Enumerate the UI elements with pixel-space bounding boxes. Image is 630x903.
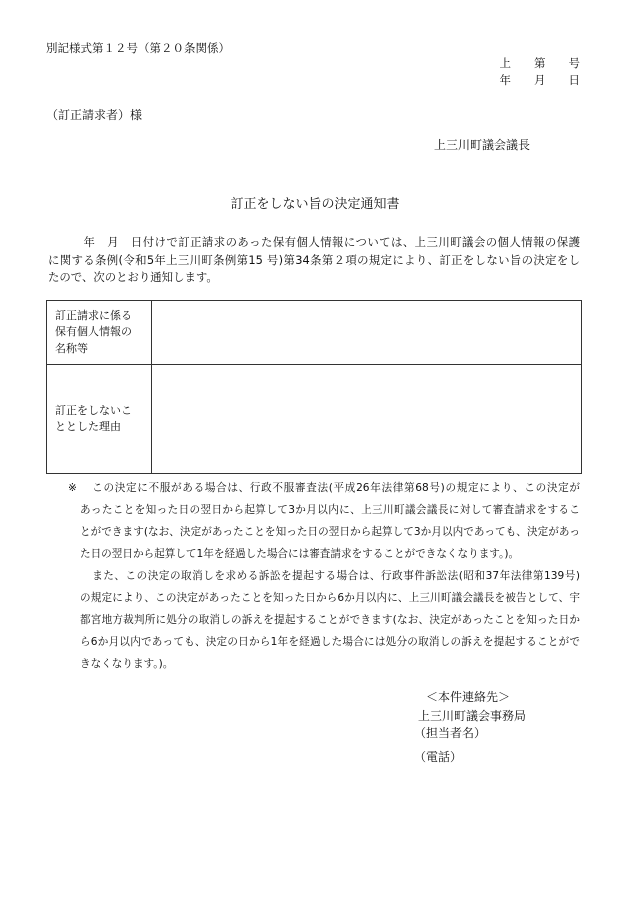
table-label-cell xyxy=(47,301,152,365)
sender: 上三川町議会議長 xyxy=(433,138,530,152)
reference-number: 上 第 号 xyxy=(499,56,580,70)
addressee: （訂正請求者）様 xyxy=(46,108,143,122)
note-line: た日の翌日から起算して1年を経過した場合には審査請求をすることができなくなります。)。 xyxy=(80,548,520,560)
table-row xyxy=(47,301,582,365)
body-line: に関する条例(令和5年上三川町条例第15 号)第34条第２項の規定により、訂正をしない旨の決定をし xyxy=(48,252,580,267)
note-line: また、この決定の取消しを求める訴訟を提起する場合は、行政事件訴訟法(昭和37年法律第139号) xyxy=(92,570,580,582)
contact-person: （担当者名） xyxy=(414,726,487,740)
table-value-cell-reason xyxy=(152,365,582,474)
form-number: 別記様式第１２号（第２０条関係） xyxy=(46,41,230,55)
issue-date: 年 月 日 xyxy=(499,73,580,87)
notes-block xyxy=(80,477,580,675)
contact-office: 上三川町議会事務局 xyxy=(418,709,527,723)
contact-phone: （電話） xyxy=(414,750,463,764)
label-line: ととした理由 xyxy=(55,420,121,433)
document-title: 訂正をしない旨の決定通知書 xyxy=(230,197,400,212)
body-line: 年 月 日付けで訂正請求のあった保有個人情報については、上三川町議会の個人情報の保護 xyxy=(48,235,580,249)
note-line: 都宮地方裁判所に処分の取消しの訴えを提起することができます(なお、決定があったことを知った日か xyxy=(80,614,580,626)
label-line: 訂正をしないこ xyxy=(55,403,132,417)
note-line: ら6か月以内であっても、決定の日から1年を経過した場合には処分の取消しの訴えを提起することがで xyxy=(80,636,580,648)
row-label-reason xyxy=(47,403,151,436)
note-line: とができます(なお、決定があったことを知った日の翌日から起算して3か月以内であっても、決定があっ xyxy=(80,526,580,538)
row-label-personal-info-name xyxy=(47,308,151,358)
table-row xyxy=(47,365,582,474)
body-paragraph xyxy=(48,234,580,287)
body-line: たので、次のとおり通知します。 xyxy=(48,270,218,284)
label-line: 名称等 xyxy=(55,341,88,355)
label-line: 訂正請求に係る xyxy=(55,308,132,322)
contact-heading: ＜本件連絡先＞ xyxy=(426,690,511,704)
table-value-cell-personal-info-name xyxy=(152,301,582,365)
note-mark: ※ xyxy=(68,482,77,494)
note-line: きなくなります。)。 xyxy=(80,658,174,670)
note-line: この決定に不服がある場合は、行政不服審査法(平成26年法律第68号)の規定により、この決定が xyxy=(92,482,580,494)
note-line: あったことを知った日の翌日から起算して3か月以内に、上三川町議会議長に対して審査請求をするこ xyxy=(80,504,580,516)
label-line: 保有個人情報の xyxy=(55,325,132,339)
table-label-cell xyxy=(47,365,152,474)
decision-table xyxy=(46,300,582,474)
note-line: の規定により、この決定があったことを知った日から6か月以内に、上三川町議会議長を被告として、宇 xyxy=(80,592,580,604)
